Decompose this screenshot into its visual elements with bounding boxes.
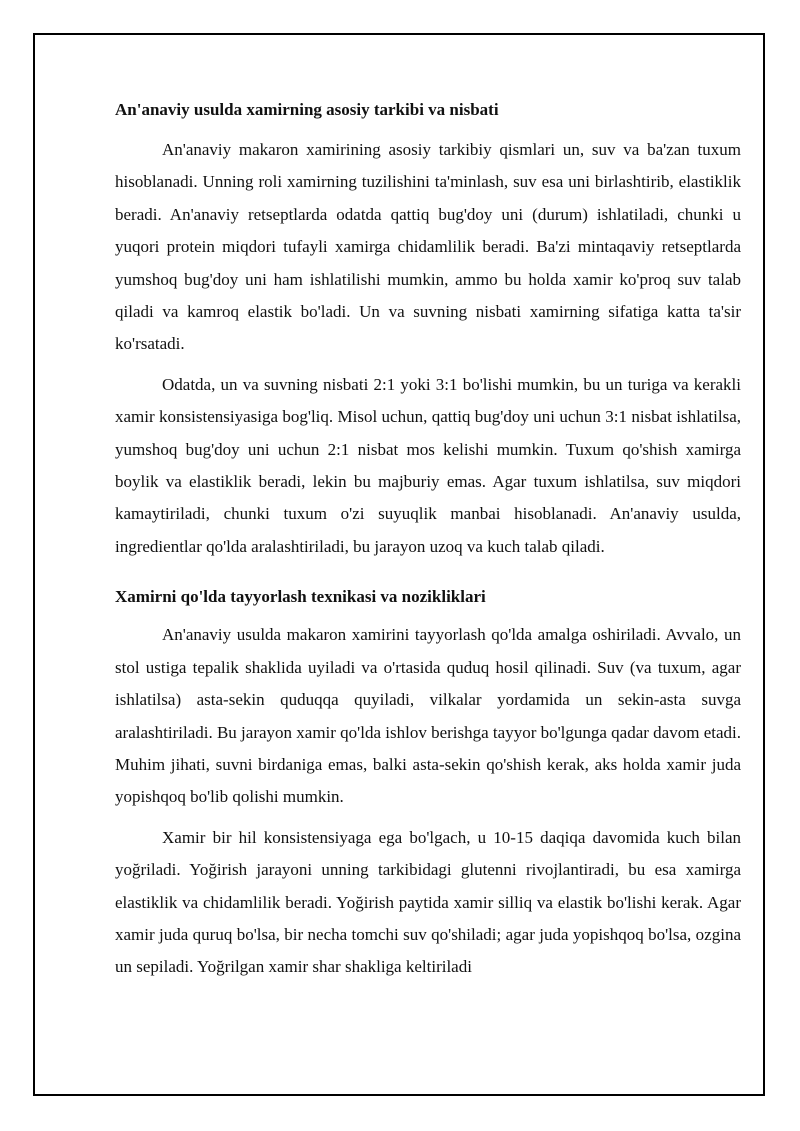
paragraph: Xamir bir hil konsistensiyaga ega bo'lgach, u 10-15 daqiqa davomida kuch bilan yoğriladi. Yoğirish jarayoni unning tarkibidagi glutenni rivojlantiradi, bu esa xamirga elastiklik va chidamlilik beradi. Yoğirish paytida xamir silliq va elastik bo'lishi kerak. Agar xamir juda quruq bo'lsa, bir necha tomchi suv qo'shiladi; agar juda yopishqoq bo'lsa, ozgina un sepiladi. Yoğrilgan xamir shar shakliga keltiriladi xyxy=(115,827,741,977)
section-heading-technique: Xamirni qo'lda tayyorlash texnikasi va nozikliklari xyxy=(115,587,486,607)
paragraph: An'anaviy usulda makaron xamirini tayyorlash qo'lda amalga oshiriladi. Avvalo, un stol ustiga tepalik shaklida uyiladi va o'rtasida quduq hosil qilinadi. Suv (va tuxum, agar ishlatilsa) asta-sekin quduqqa quyiladi, vilkalar yordamida un sekin-asta suvga aralashtiriladi. Bu jarayon xamir qo'lda ishlov berishga tayyor bo'lgunga qadar davom etadi. Muhim jihati, suvni birdaniga emas, balki asta-sekin qo'shish kerak, aks holda xamir juda yopishqoq bo'lib qolishi mumkin. xyxy=(115,625,741,807)
document-body xyxy=(115,96,741,992)
paragraph: Odatda, un va suvning nisbati 2:1 yoki 3:1 bo'lishi mumkin, bu un turiga va kerakli xamir konsistensiyasiga bog'liq. Misol uchun, qattiq bug'doy uni uchun 3:1 nisbat ishlatilsa, yumshoq bug'doy uni uchun 2:1 nisbat mos kelishi mumkin. Tuxum qo'shish xamirga boylik va elastiklik beradi, lekin bu majburiy emas. Agar tuxum ishlatilsa, suv miqdori kamaytiriladi, chunki tuxum o'zi suyuqlik manbai hisoblanadi. An'anaviy usulda, ingredientlar qo'lda aralashtiriladi, bu jarayon uzoq va kuch talab qiladi. xyxy=(115,374,741,556)
section-heading-ingredients: An'anaviy usulda xamirning asosiy tarkibi va nisbati xyxy=(115,100,499,119)
paragraph: An'anaviy makaron xamirining asosiy tarkibiy qismlari un, suv va ba'zan tuxum hisoblanadi. Unning roli xamirning tuzilishini ta'minlash, suv esa uni birlashtirib, elastiklik beradi. An'anaviy retseptlarda odatda qattiq bug'doy uni (durum) ishlatiladi, chunki u yuqori protein miqdori tufayli xamirga chidamlilik beradi. Ba'zi mintaqaviy retseptlarda yumshoq bug'doy uni ham ishlatilishi mumkin, ammo bu holda xamir ko'proq suv talab qiladi va kamroq elastik bo'ladi. Un va suvning nisbati xamirning sifatiga katta ta'sir ko'rsatadi. xyxy=(115,140,741,354)
